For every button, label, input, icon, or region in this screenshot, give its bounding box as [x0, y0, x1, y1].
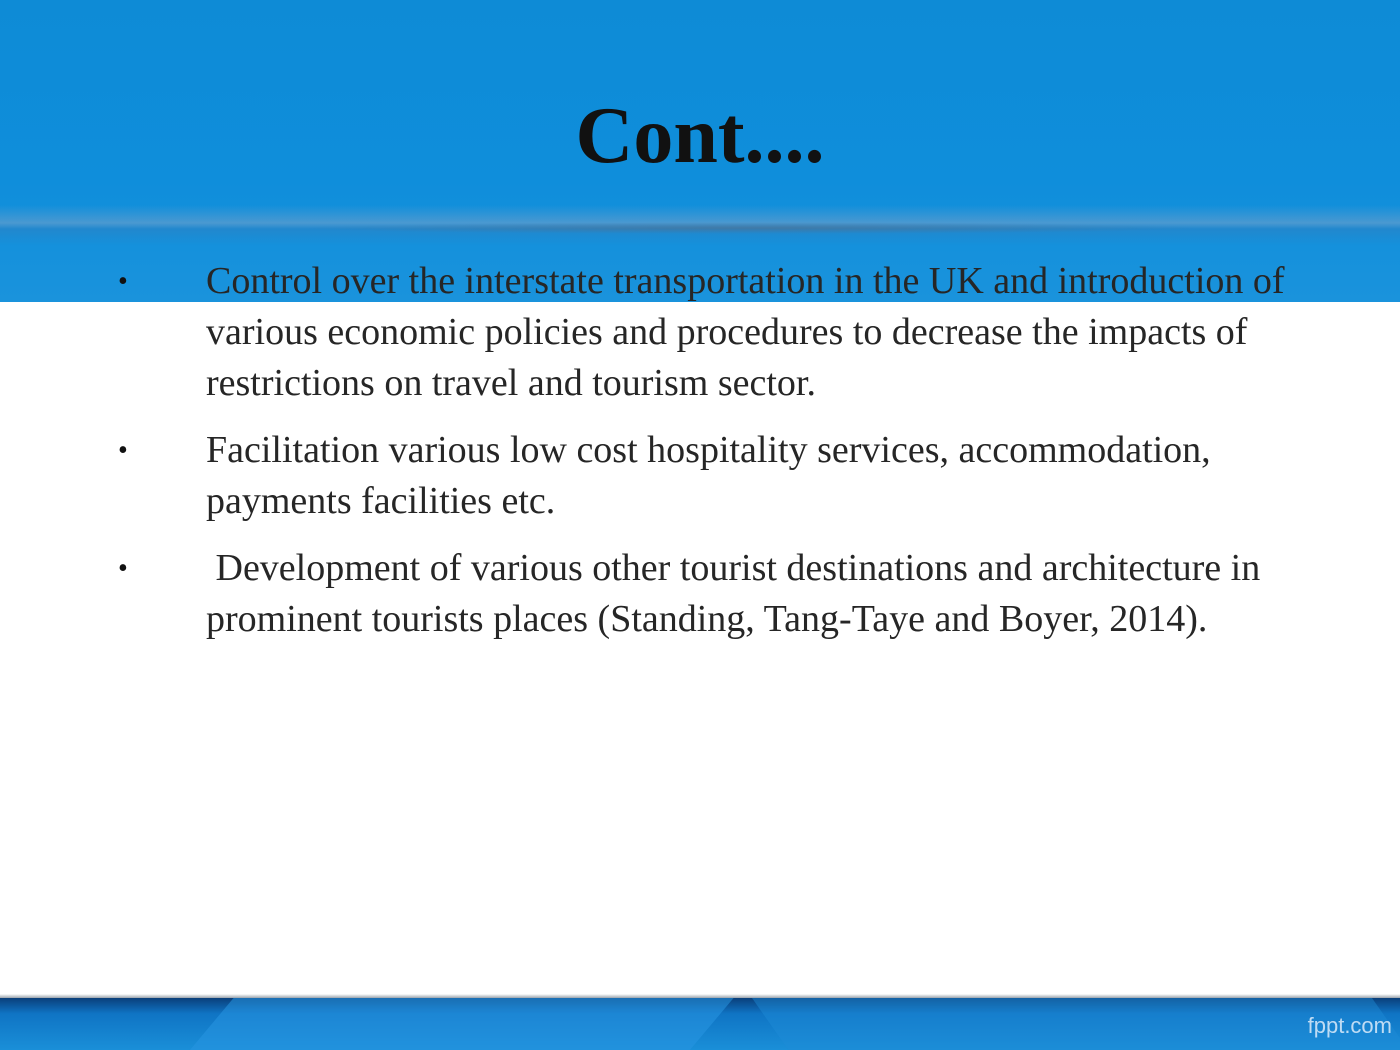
bullet-item: [118, 425, 1328, 527]
bullet-dot-icon: •: [118, 553, 128, 584]
footer-brand-logo: fppt.com: [1307, 1013, 1392, 1038]
bullet-list: [118, 256, 1328, 661]
slide-title: Cont....: [575, 92, 825, 180]
bullet-dot-icon: •: [118, 266, 128, 297]
bullet-item: [118, 543, 1328, 645]
footer-band: [0, 998, 1400, 1050]
bullet-text: Facilitation various low cost hospitality services, accommodation, payments facilities etc.: [206, 429, 1211, 522]
footer-wave-decoration: [166, 998, 733, 1050]
bullet-dot-icon: •: [118, 435, 128, 466]
header-divider-shadow: [300, 222, 1200, 234]
bullet-text: Development of various other tourist destinations and architecture in prominent tourists places (Standing, Tang-Taye and Boyer, 2014).: [206, 547, 1270, 640]
bullet-text: Control over the interstate transportation in the UK and introduction of various economic policies and procedures to decrease the impacts of restrictions on travel and tourism sector.: [206, 260, 1285, 404]
footer-wave-decoration: [752, 998, 1400, 1050]
bullet-item: [118, 256, 1328, 409]
